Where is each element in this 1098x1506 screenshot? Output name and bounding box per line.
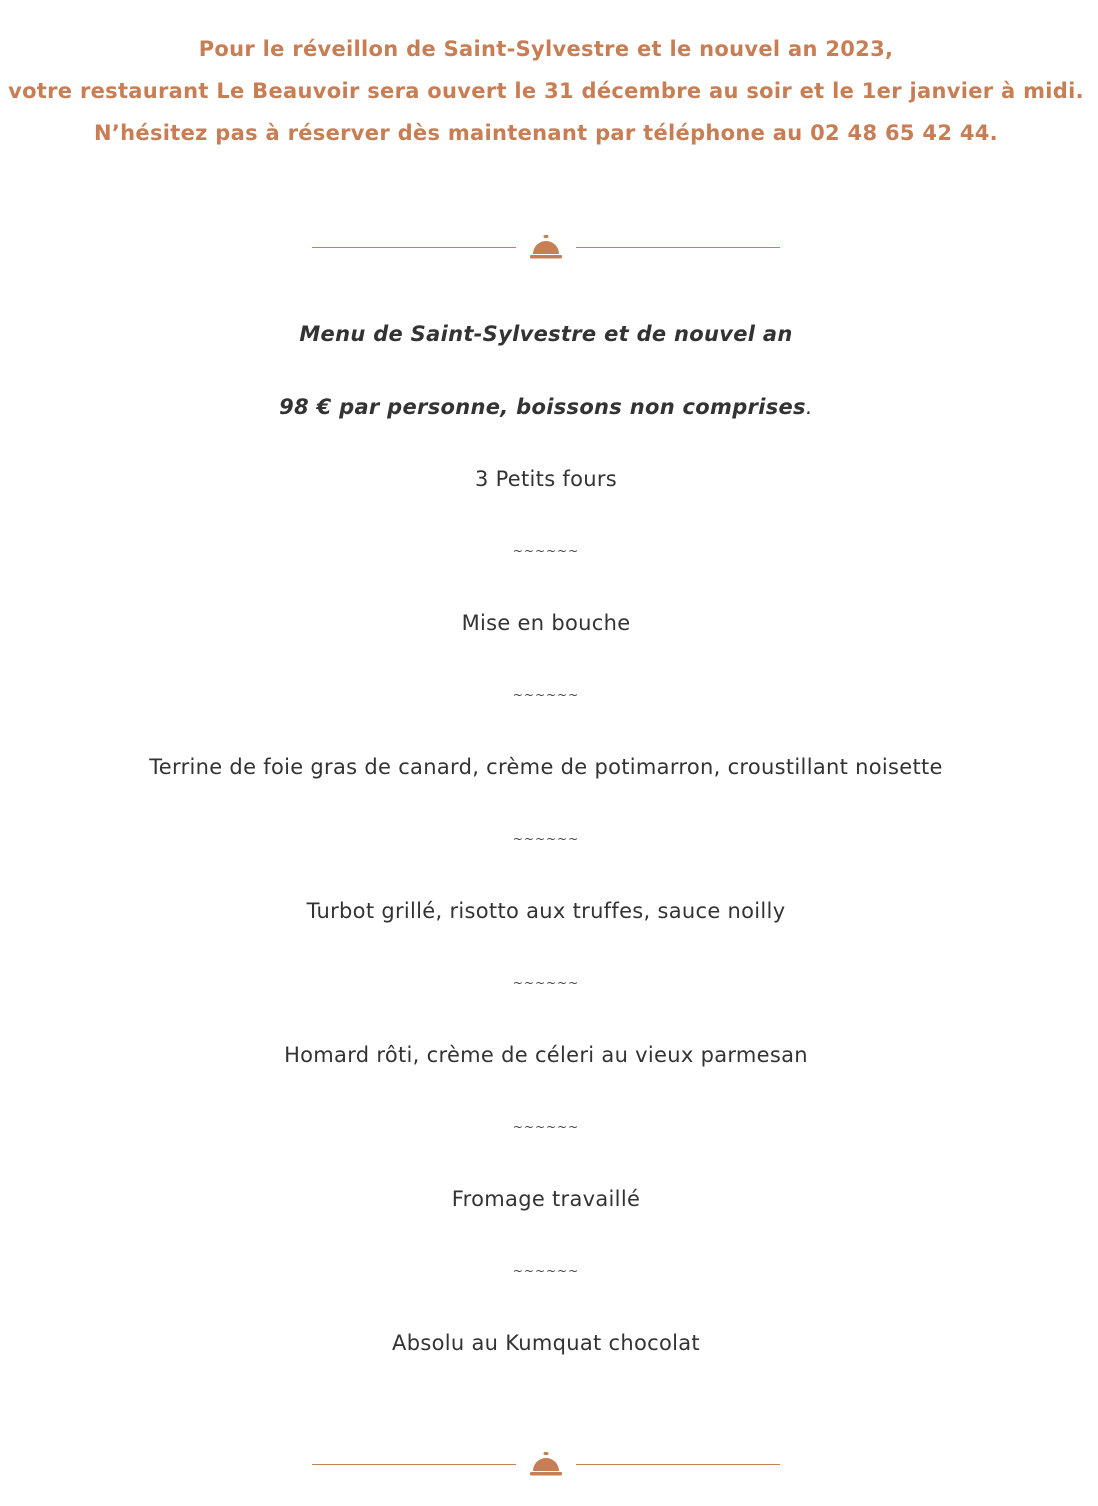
menu-course: Fromage travaillé [451, 1187, 641, 1211]
course-separator: ~~~~~~ [512, 1264, 580, 1278]
course-separator: ~~~~~~ [512, 688, 580, 702]
bottom-divider [312, 1450, 780, 1480]
announcement-line-2: votre restaurant Le Beauvoir sera ouvert le 31 décembre au soir et le 1er janvier à midi. [8, 79, 1084, 103]
menu-course: Mise en bouche [461, 611, 631, 635]
course-separator: ~~~~~~ [512, 832, 580, 846]
menu-price-text: 98 € par personne, boissons non comprises [279, 395, 806, 419]
course-separator: ~~~~~~ [512, 976, 580, 990]
announcement [0, 28, 1092, 154]
divider-line-left [312, 1464, 516, 1465]
menu-course: Homard rôti, crème de céleri au vieux parmesan [284, 1043, 808, 1067]
course-separator: ~~~~~~ [512, 544, 580, 558]
menu-price-period: . [805, 395, 813, 419]
menu-price [0, 389, 1092, 425]
course-list [0, 461, 1092, 1361]
top-divider [312, 233, 780, 263]
menu-title: Menu de Saint-Sylvestre et de nouvel an [299, 322, 793, 346]
menu-course: 3 Petits fours [474, 467, 618, 491]
announcement-line-3: N’hésitez pas à réserver dès maintenant par téléphone au 02 48 65 42 44. [94, 121, 998, 145]
divider-line-right [576, 1464, 780, 1465]
menu [0, 316, 1092, 1361]
announcement-line-1: Pour le réveillon de Saint-Sylvestre et le nouvel an 2023, [198, 37, 894, 61]
divider-line-left [312, 247, 516, 248]
service-bell-icon [529, 233, 563, 263]
course-separator: ~~~~~~ [512, 1120, 580, 1134]
menu-course: Terrine de foie gras de canard, crème de potimarron, croustillant noisette [149, 755, 943, 779]
divider-line-right [576, 247, 780, 248]
menu-course: Absolu au Kumquat chocolat [392, 1331, 700, 1355]
service-bell-icon [529, 1450, 563, 1480]
menu-course: Turbot grillé, risotto aux truffes, sauce noilly [306, 899, 786, 923]
